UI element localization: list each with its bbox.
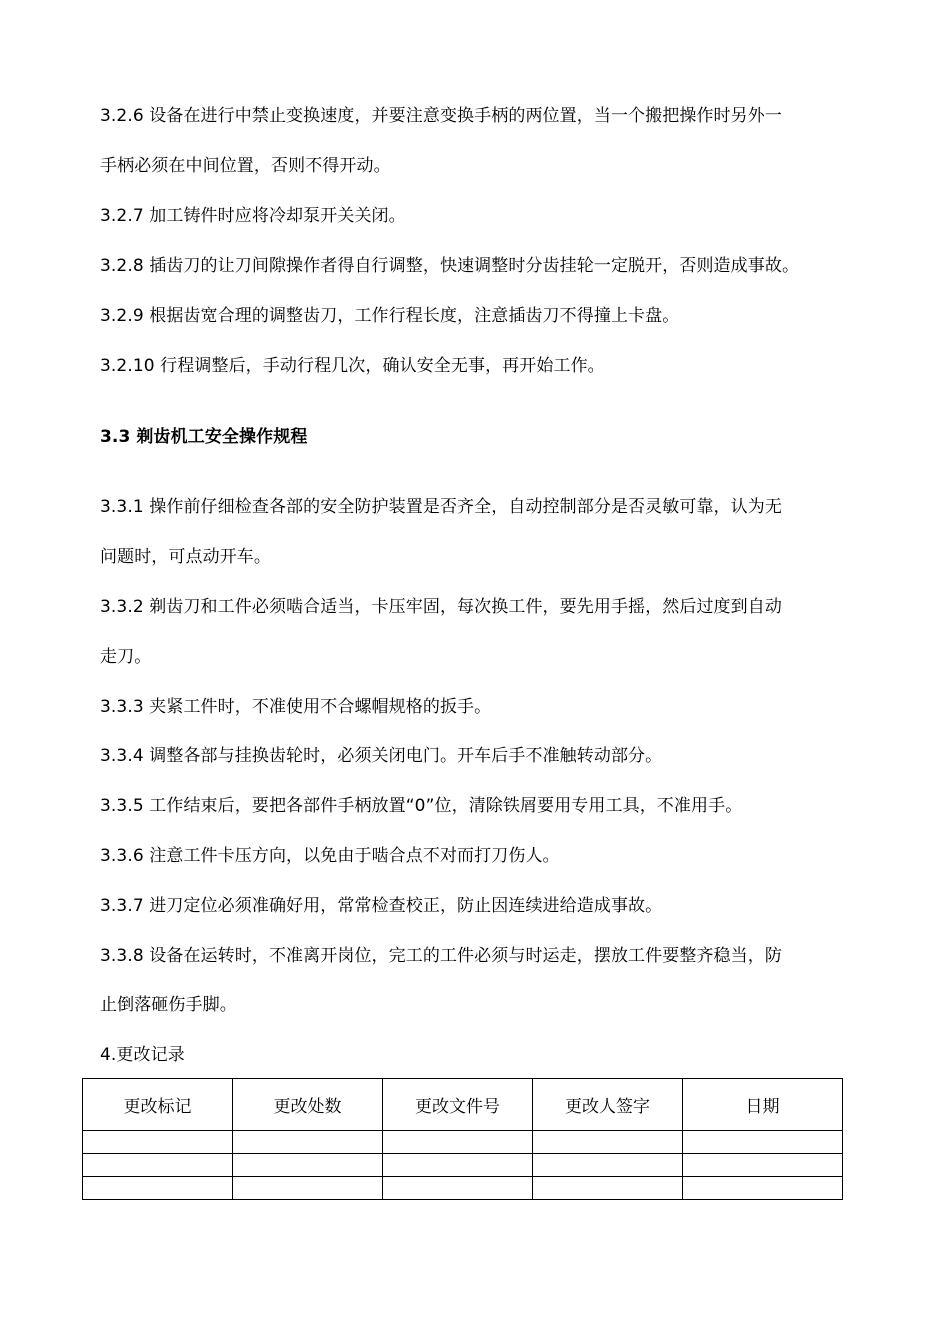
paragraph-3-3-5: 3.3.5 工作结束后，要把各部件手柄放置“0”位，清除铁屑要用专用工具，不准用手。 (100, 796, 743, 816)
table-cell (233, 1177, 383, 1200)
table-cell (83, 1177, 233, 1200)
table-cell (233, 1131, 383, 1154)
paragraph-3-3-3: 3.3.3 夹紧工件时，不准使用不合螺帽规格的扳手。 (100, 697, 492, 717)
table-cell (83, 1131, 233, 1154)
table-header-row (83, 1079, 843, 1131)
header-change-file-number: 更改文件号 (383, 1079, 533, 1131)
table-row (83, 1131, 843, 1154)
table-cell (683, 1177, 843, 1200)
table-cell (683, 1131, 843, 1154)
header-changer-signature: 更改人签字 (533, 1079, 683, 1131)
table-cell (83, 1154, 233, 1177)
paragraph-3-2-8: 3.2.8 插齿刀的让刀间隙操作者得自行调整，快速调整时分齿挂轮一定脱开，否则造成事故。 (100, 256, 800, 276)
paragraph-3-2-6-line-1: 3.2.6 设备在进行中禁止变换速度，并要注意变换手柄的两位置，当一个搬把操作时另外一 (100, 106, 782, 126)
table-row (83, 1154, 843, 1177)
paragraph-3-3-4: 3.3.4 调整各部与挂换齿轮时，必须关闭电门。开车后手不准触转动部分。 (100, 746, 663, 766)
paragraph-3-3-1-line-1: 3.3.1 操作前仔细检查各部的安全防护装置是否齐全，自动控制部分是否灵敏可靠，认为无 (100, 497, 782, 517)
table-cell (683, 1154, 843, 1177)
change-record-table (82, 1078, 843, 1200)
paragraph-3-2-6-line-2: 手柄必须在中间位置，否则不得开动。 (100, 156, 391, 176)
table-cell (233, 1154, 383, 1177)
paragraph-3-3-6: 3.3.6 注意工件卡压方向，以免由于啮合点不对而打刀伤人。 (100, 846, 560, 866)
table-cell (383, 1131, 533, 1154)
paragraph-3-3-1-line-2: 问题时，可点动开车。 (100, 547, 271, 567)
header-change-count: 更改处数 (233, 1079, 383, 1131)
change-record-title: 4.更改记录 (100, 1045, 185, 1065)
paragraph-3-2-7: 3.2.7 加工铸件时应将冷却泵开关关闭。 (100, 206, 406, 226)
section-heading-3-3: 3.3 剃齿机工安全操作规程 (100, 427, 308, 447)
paragraph-3-3-8-line-2: 止倒落砸伤手脚。 (100, 995, 237, 1015)
table-row (83, 1177, 843, 1200)
table-cell (533, 1177, 683, 1200)
paragraph-3-3-7: 3.3.7 进刀定位必须准确好用，常常检查校正，防止因连续进给造成事故。 (100, 896, 663, 916)
header-change-mark: 更改标记 (83, 1079, 233, 1131)
table-cell (533, 1131, 683, 1154)
paragraph-3-2-10: 3.2.10 行程调整后，手动行程几次，确认安全无事，再开始工作。 (100, 356, 605, 376)
header-date: 日期 (683, 1079, 843, 1131)
table-cell (533, 1154, 683, 1177)
table-cell (383, 1154, 533, 1177)
paragraph-3-2-9: 3.2.9 根据齿宽合理的调整齿刀，工作行程长度，注意插齿刀不得撞上卡盘。 (100, 306, 680, 326)
paragraph-3-3-2-line-1: 3.3.2 剃齿刀和工件必须啮合适当，卡压牢固，每次换工件，要先用手摇，然后过度到自动 (100, 597, 782, 617)
paragraph-3-3-2-line-2: 走刀。 (100, 647, 152, 667)
table-cell (383, 1177, 533, 1200)
paragraph-3-3-8-line-1: 3.3.8 设备在运转时，不准离开岗位，完工的工件必须与时运走，摆放工件要整齐稳当，防 (100, 946, 782, 966)
